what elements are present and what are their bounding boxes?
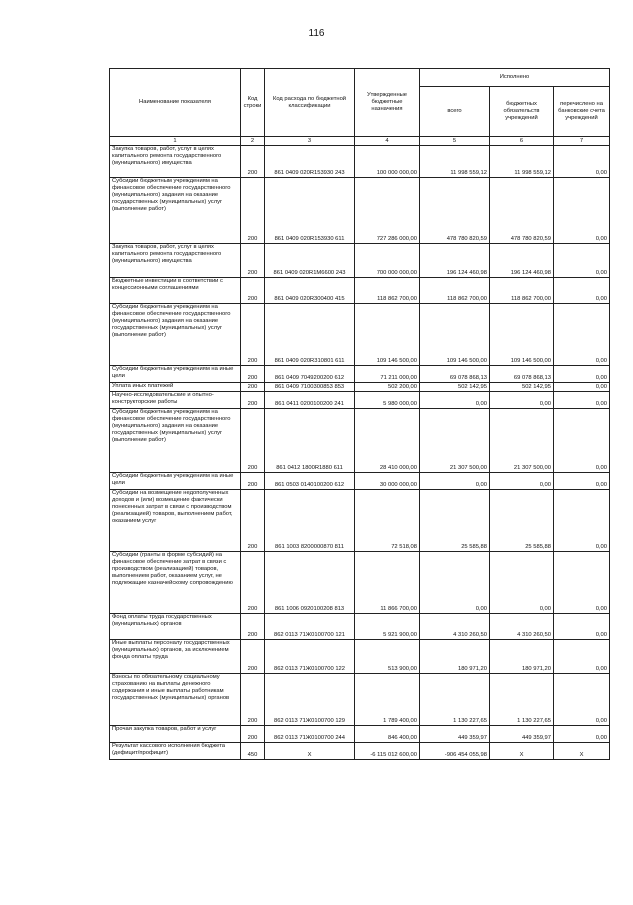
row-classifier: 861 0409 020R300400 415 <box>265 278 355 304</box>
row-code: 200 <box>241 146 265 178</box>
row-code: 200 <box>241 392 265 409</box>
row-name: Закупка товаров, работ, услуг в целях капитального ремонта государственного (муниципального) имущества <box>110 146 241 178</box>
row-transferred: 0,00 <box>554 278 610 304</box>
row-classifier: 861 0409 020R153930 243 <box>265 146 355 178</box>
page-number: 116 <box>308 28 325 39</box>
row-classifier: 862 0113 71Ж0100700 244 <box>265 726 355 743</box>
row-total: 109 146 500,00 <box>420 304 490 366</box>
column-number: 6 <box>490 137 554 146</box>
row-total: 21 307 500,00 <box>420 409 490 473</box>
row-transferred: 0,00 <box>554 490 610 552</box>
row-institutions: 1 130 227,65 <box>490 674 554 726</box>
row-code: 200 <box>241 244 265 278</box>
row-approved: 5 921 900,00 <box>355 614 420 640</box>
row-classifier: X <box>265 743 355 760</box>
table-body <box>110 146 610 760</box>
row-approved: 513 900,00 <box>355 640 420 674</box>
table-row <box>110 278 610 304</box>
header-transferred: перечислено на банковские счета учреждений <box>554 87 610 137</box>
table-row <box>110 490 610 552</box>
row-approved: -6 115 012 600,00 <box>355 743 420 760</box>
row-institutions: 69 078 868,13 <box>490 366 554 383</box>
row-code: 200 <box>241 278 265 304</box>
row-institutions: 449 359,97 <box>490 726 554 743</box>
table-row <box>110 392 610 409</box>
table-header <box>110 69 610 146</box>
row-institutions: 0,00 <box>490 392 554 409</box>
row-name: Субсидии на возмещение недополученных доходов и (или) возмещение фактически понесенных затрат в связи с производством (реализацией) товаров, выполнением работ, оказанием услуг <box>110 490 241 552</box>
row-approved: 1 789 400,00 <box>355 674 420 726</box>
header-name: Наименование показателя <box>110 69 241 137</box>
row-total: 0,00 <box>420 552 490 614</box>
row-classifier: 861 0412 1800R1880 611 <box>265 409 355 473</box>
row-code: 200 <box>241 383 265 392</box>
table-row <box>110 743 610 760</box>
row-transferred: 0,00 <box>554 383 610 392</box>
row-approved: 118 862 700,00 <box>355 278 420 304</box>
row-approved: 846 400,00 <box>355 726 420 743</box>
row-name: Результат кассового исполнения бюджета (дефицит/профицит) <box>110 743 241 760</box>
row-name: Субсидии (гранты в форме субсидий) на финансовое обеспечение затрат в связи с производством (реализацией) товаров, выполнением работ, оказанием услуг, не подлежащие казначейскому сопровождению <box>110 552 241 614</box>
header-approved: Утвержденные бюджетные назначения <box>355 69 420 137</box>
row-transferred: 0,00 <box>554 244 610 278</box>
row-total: 478 780 820,59 <box>420 178 490 244</box>
row-name: Субсидии бюджетным учреждениям на иные цели <box>110 473 241 490</box>
row-institutions: 180 971,20 <box>490 640 554 674</box>
table-row <box>110 409 610 473</box>
row-classifier: 861 0409 7100300853 853 <box>265 383 355 392</box>
row-code: 200 <box>241 640 265 674</box>
row-institutions: X <box>490 743 554 760</box>
row-total: 118 862 700,00 <box>420 278 490 304</box>
row-approved: 109 146 500,00 <box>355 304 420 366</box>
row-transferred: 0,00 <box>554 366 610 383</box>
row-approved: 11 866 700,00 <box>355 552 420 614</box>
row-classifier: 861 1003 8200000870 811 <box>265 490 355 552</box>
table-row <box>110 726 610 743</box>
row-transferred: 0,00 <box>554 304 610 366</box>
header-classifier: Код расхода по бюджетной классификации <box>265 69 355 137</box>
row-institutions: 25 585,88 <box>490 490 554 552</box>
row-total: 502 142,95 <box>420 383 490 392</box>
row-total: 449 359,97 <box>420 726 490 743</box>
row-total: 4 310 260,50 <box>420 614 490 640</box>
column-number: 4 <box>355 137 420 146</box>
row-name: Взносы по обязательному социальному страхованию на выплаты денежного содержания и иные выплаты работникам государственных (муниципальных) органов <box>110 674 241 726</box>
row-classifier: 861 0503 0140100200 612 <box>265 473 355 490</box>
table-row <box>110 383 610 392</box>
header-executed: Исполнено <box>420 69 610 87</box>
row-transferred: 0,00 <box>554 614 610 640</box>
row-total: 25 585,88 <box>420 490 490 552</box>
row-classifier: 861 0411 0200100200 241 <box>265 392 355 409</box>
column-number: 5 <box>420 137 490 146</box>
column-number: 2 <box>241 137 265 146</box>
row-total: 196 124 460,98 <box>420 244 490 278</box>
row-approved: 727 286 000,00 <box>355 178 420 244</box>
header-code: Код строки <box>241 69 265 137</box>
row-total: 0,00 <box>420 392 490 409</box>
row-name: Субсидии бюджетным учреждениям на финансовое обеспечение государственного (муниципального) задания на оказание государственных (муниципальных) услуг (выполнение работ) <box>110 178 241 244</box>
column-number: 1 <box>110 137 241 146</box>
row-transferred: 0,00 <box>554 409 610 473</box>
row-total: 0,00 <box>420 473 490 490</box>
row-name: Иные выплаты персоналу государственных (муниципальных) органов, за исключением фонда оплаты труда <box>110 640 241 674</box>
row-code: 200 <box>241 473 265 490</box>
row-code: 450 <box>241 743 265 760</box>
row-transferred: 0,00 <box>554 552 610 614</box>
column-number: 3 <box>265 137 355 146</box>
row-institutions: 21 307 500,00 <box>490 409 554 473</box>
row-code: 200 <box>241 726 265 743</box>
row-transferred: 0,00 <box>554 473 610 490</box>
row-total: 180 971,20 <box>420 640 490 674</box>
row-classifier: 862 0113 71Ж0100700 122 <box>265 640 355 674</box>
row-transferred: 0,00 <box>554 178 610 244</box>
table-row <box>110 178 610 244</box>
row-code: 200 <box>241 490 265 552</box>
row-code: 200 <box>241 614 265 640</box>
row-total: 69 078 868,13 <box>420 366 490 383</box>
row-transferred: 0,00 <box>554 640 610 674</box>
row-name: Прочая закупка товаров, работ и услуг <box>110 726 241 743</box>
header-total: всего <box>420 87 490 137</box>
table-row <box>110 304 610 366</box>
table-row <box>110 640 610 674</box>
column-numbers-row <box>110 137 610 146</box>
row-transferred: 0,00 <box>554 146 610 178</box>
row-transferred: 0,00 <box>554 674 610 726</box>
table-row <box>110 552 610 614</box>
row-name: Бюджетные инвестиции в соответствии с концессионными соглашениями <box>110 278 241 304</box>
row-approved: 71 211 000,00 <box>355 366 420 383</box>
row-classifier: 861 0409 020R153930 611 <box>265 178 355 244</box>
table-row <box>110 614 610 640</box>
row-institutions: 502 142,95 <box>490 383 554 392</box>
table-row <box>110 674 610 726</box>
row-code: 200 <box>241 674 265 726</box>
row-approved: 72 518,08 <box>355 490 420 552</box>
row-code: 200 <box>241 178 265 244</box>
row-name: Субсидии бюджетным учреждениям на иные цели <box>110 366 241 383</box>
row-name: Фонд оплаты труда государственных (муниципальных) органов <box>110 614 241 640</box>
table-row <box>110 473 610 490</box>
column-number: 7 <box>554 137 610 146</box>
row-classifier: 861 0409 020R310801 611 <box>265 304 355 366</box>
row-name: Субсидии бюджетным учреждениям на финансовое обеспечение государственного (муниципального) задания на оказание государственных (муниципальных) услуг (выполнение работ) <box>110 304 241 366</box>
row-approved: 30 000 000,00 <box>355 473 420 490</box>
table-row <box>110 146 610 178</box>
row-name: Научно-исследовательские и опытно-конструкторские работы <box>110 392 241 409</box>
row-institutions: 478 780 820,59 <box>490 178 554 244</box>
row-transferred: X <box>554 743 610 760</box>
row-code: 200 <box>241 366 265 383</box>
budget-execution-table <box>109 68 610 760</box>
header-institutions: бюджетных обязательств учреждений <box>490 87 554 137</box>
row-classifier: 862 0113 71Ж0100700 121 <box>265 614 355 640</box>
row-total: 1 130 227,65 <box>420 674 490 726</box>
row-transferred: 0,00 <box>554 726 610 743</box>
row-transferred: 0,00 <box>554 392 610 409</box>
row-institutions: 4 310 260,50 <box>490 614 554 640</box>
row-institutions: 0,00 <box>490 473 554 490</box>
row-classifier: 861 1006 0920100208 813 <box>265 552 355 614</box>
row-institutions: 0,00 <box>490 552 554 614</box>
row-classifier: 861 0409 020R1M6600 243 <box>265 244 355 278</box>
table-row <box>110 366 610 383</box>
row-approved: 28 410 000,00 <box>355 409 420 473</box>
row-institutions: 109 146 500,00 <box>490 304 554 366</box>
row-classifier: 861 0409 7049200200 612 <box>265 366 355 383</box>
row-code: 200 <box>241 552 265 614</box>
table-row <box>110 244 610 278</box>
row-name: Уплата иных платежей <box>110 383 241 392</box>
row-institutions: 118 862 700,00 <box>490 278 554 304</box>
row-total: 11 998 559,12 <box>420 146 490 178</box>
row-institutions: 196 124 460,98 <box>490 244 554 278</box>
row-approved: 5 980 000,00 <box>355 392 420 409</box>
row-code: 200 <box>241 304 265 366</box>
row-approved: 700 000 000,00 <box>355 244 420 278</box>
row-institutions: 11 998 559,12 <box>490 146 554 178</box>
row-code: 200 <box>241 409 265 473</box>
row-classifier: 862 0113 71Ж0100700 129 <box>265 674 355 726</box>
row-name: Субсидии бюджетным учреждениям на финансовое обеспечение государственного (муниципального) задания на оказание государственных (муниципальных) услуг (выполнение работ) <box>110 409 241 473</box>
row-approved: 502 200,00 <box>355 383 420 392</box>
row-name: Закупка товаров, работ, услуг в целях капитального ремонта государственного (муниципального) имущества <box>110 244 241 278</box>
row-approved: 100 000 000,00 <box>355 146 420 178</box>
row-total: -906 454 055,98 <box>420 743 490 760</box>
